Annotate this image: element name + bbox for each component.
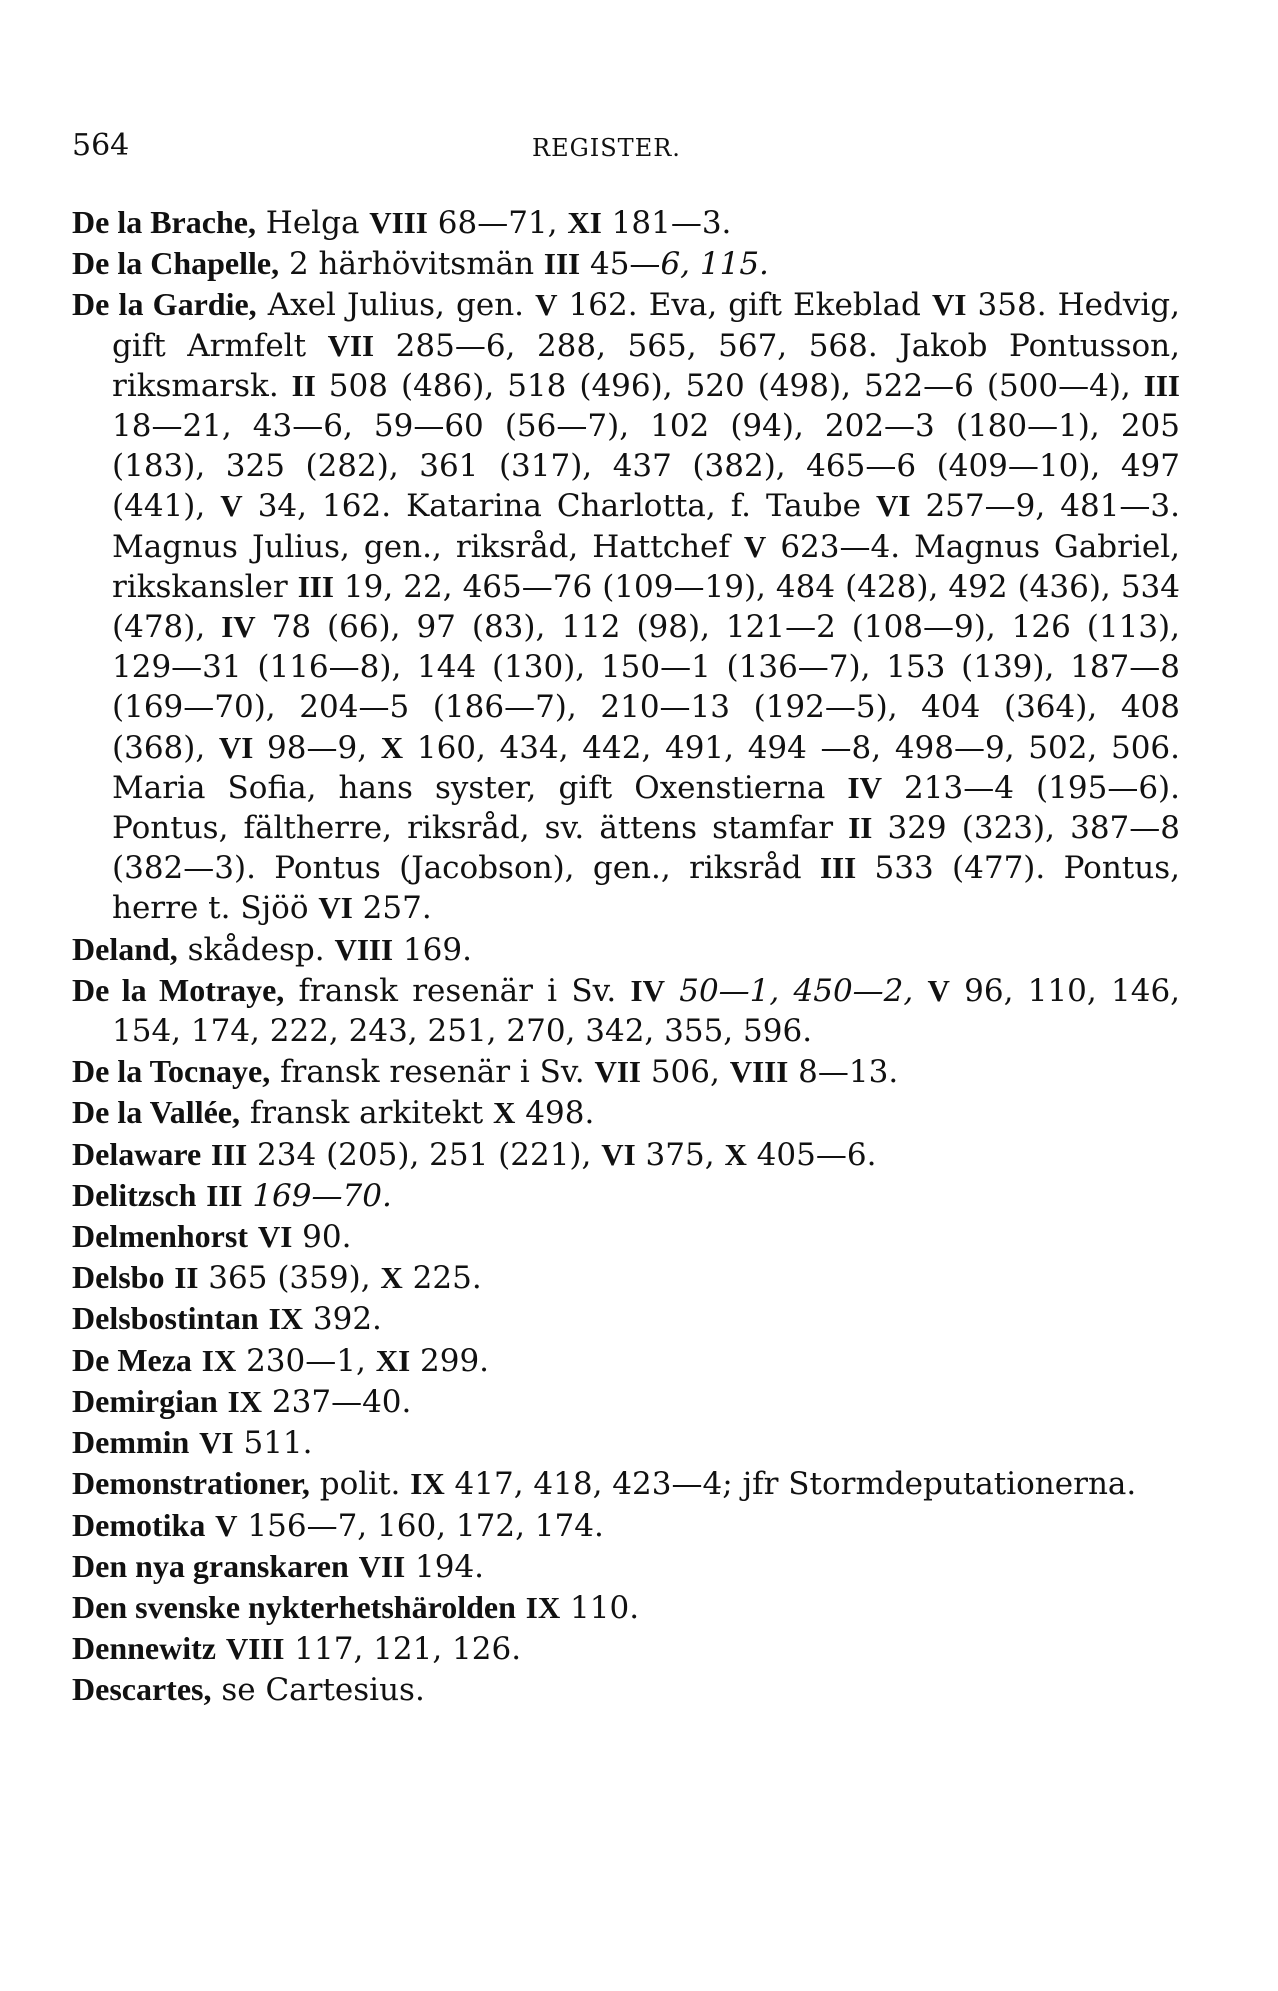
entry-text: [913, 973, 927, 1009]
index-entry: [72, 929, 1180, 970]
entry-text: [248, 1219, 258, 1255]
entry-headword: Den nya granskaren: [72, 1547, 349, 1584]
entry-headword: Demotika: [72, 1506, 206, 1543]
entry-text: 392.: [303, 1301, 382, 1338]
volume-numeral: IV: [847, 769, 882, 805]
index-entry: [72, 1257, 1180, 1298]
index-entries: [72, 202, 1180, 1711]
volume-numeral: VII: [327, 327, 375, 363]
entry-text: 405—6.: [746, 1136, 877, 1173]
entry-text: 508 (486), 518 (496), 520 (498), 522—6 (500—4),: [315, 367, 1144, 404]
index-entry: [72, 243, 1180, 284]
volume-numeral: IV: [630, 972, 665, 1008]
entry-text: 45—: [580, 246, 661, 283]
entry-text: skådesp.: [177, 931, 335, 968]
page-number: 564: [72, 128, 130, 163]
entry-headword: De la Gardie,: [72, 286, 257, 323]
index-entry: [72, 1546, 1180, 1587]
index-entry: [72, 202, 1180, 243]
entry-text: 365 (359),: [198, 1260, 381, 1297]
volume-numeral: VI: [601, 1136, 636, 1172]
volume-numeral: V: [220, 488, 243, 524]
entry-text: 90.: [292, 1219, 352, 1256]
index-entry: [72, 1628, 1180, 1669]
volume-numeral: X: [724, 1136, 747, 1172]
volume-numeral: VI: [257, 1219, 293, 1255]
entry-text: 417, 418, 423—4; jfr Stormdeputationerna.: [444, 1466, 1137, 1503]
volume-numeral: VIII: [369, 205, 428, 240]
entry-text: [189, 1425, 199, 1461]
entry-headword: Delsbostintan: [72, 1300, 259, 1337]
entry-text: [218, 1384, 228, 1420]
entry-headword: De la Chapelle,: [72, 245, 280, 282]
entry-text: 34, 162. Katarina Charlotta, f. Taube: [242, 488, 876, 525]
entry-text: fransk resenär i Sv.: [284, 972, 631, 1009]
entry-text: 117, 121, 126.: [284, 1631, 522, 1668]
italic-reference: 169—70.: [252, 1177, 392, 1214]
index-entry: [72, 1422, 1180, 1463]
volume-numeral: II: [174, 1260, 199, 1296]
running-head: REGISTER.: [532, 134, 681, 162]
entry-headword: Demirgian: [72, 1382, 218, 1419]
volume-numeral: VI: [318, 890, 353, 926]
index-entry: [72, 1587, 1180, 1628]
volume-numeral: V: [215, 1507, 238, 1543]
volume-numeral: II: [848, 810, 873, 846]
entry-headword: Deland,: [72, 930, 178, 967]
entry-text: 506,: [640, 1054, 730, 1091]
entry-text: 194.: [405, 1548, 485, 1585]
index-entry: [72, 284, 1180, 928]
entry-headword: De la Brache,: [72, 204, 256, 240]
entry-text: 234 (205), 251 (221),: [247, 1136, 602, 1173]
volume-numeral: VIII: [225, 1631, 285, 1667]
entry-text: 257—9, 481—3. Magnus Julius, gen., riksråd, Hattchef: [112, 488, 1180, 565]
volume-numeral: VII: [594, 1054, 641, 1090]
entry-headword: Den svenske nykterhetshärolden: [72, 1588, 516, 1625]
volume-numeral: XI: [567, 205, 602, 240]
volume-numeral: IX: [227, 1383, 263, 1419]
entry-text: 533 (477). Pontus, herre t. Sjöö: [112, 850, 1180, 927]
entry-headword: Delitzsch: [72, 1176, 197, 1213]
volume-numeral: II: [291, 367, 316, 403]
entry-text: 19, 22, 465—76 (109—19), 484 (428), 492 (436), 534 (478),: [112, 568, 1180, 646]
volume-numeral: IV: [221, 609, 256, 645]
entry-text: Axel Julius, gen.: [256, 287, 536, 324]
entry-text: 230—1,: [236, 1342, 376, 1379]
entry-text: polit.: [309, 1466, 411, 1503]
entry-text: 375,: [635, 1136, 725, 1173]
entry-headword: De la Motraye,: [72, 971, 285, 1008]
entry-text: 18—21, 43—6, 59—60 (56—7), 102 (94), 202—3 (180—1), 205 (183), 325 (282), 361 (317), 437 (382), 465—6 (409—10), 497 (441),: [112, 408, 1180, 525]
index-entry: [72, 1175, 1180, 1216]
entry-text: [164, 1260, 174, 1296]
volume-numeral: VIII: [729, 1054, 789, 1090]
entry-text: 213—4 (195—6). Pontus, fältherre, riksråd, sv. ättens stamfar: [112, 769, 1180, 847]
entry-text: 623—4. Magnus Gabriel, rikskansler: [112, 528, 1180, 605]
index-entry: [72, 1051, 1180, 1092]
entry-text: 329 (323), 387—8 (382—3). Pontus (Jacobson), gen., riksråd: [112, 810, 1180, 887]
entry-text: [192, 1343, 202, 1379]
index-entry: [72, 1463, 1180, 1504]
volume-numeral: IX: [525, 1589, 561, 1625]
entry-text: [205, 1508, 215, 1544]
entry-text: 110.: [560, 1589, 640, 1626]
entry-text: 162. Eva, gift Ekeblad: [557, 287, 932, 324]
index-entry: [72, 1505, 1180, 1546]
entry-text: 2 härhövitsmän: [279, 246, 544, 283]
volume-numeral: III: [297, 568, 334, 604]
entry-text: 299.: [410, 1342, 490, 1379]
index-entry: [72, 1134, 1180, 1175]
index-entry: [72, 1298, 1180, 1339]
entry-text: Helga: [255, 205, 370, 241]
volume-numeral: III: [543, 246, 581, 282]
entry-headword: De Meza: [72, 1341, 192, 1378]
volume-numeral: III: [819, 850, 857, 886]
volume-numeral: X: [380, 729, 404, 765]
volume-numeral: V: [743, 528, 767, 564]
entry-headword: Demonstrationer,: [72, 1465, 310, 1502]
index-entry: [72, 970, 1180, 1051]
entry-text: 98—9,: [253, 729, 381, 766]
italic-reference: 6, 115.: [660, 246, 769, 283]
entry-headword: De la Vallée,: [72, 1094, 240, 1131]
entry-headword: Delsbo: [72, 1259, 165, 1296]
entry-headword: Dennewitz: [72, 1630, 216, 1667]
volume-numeral: VI: [218, 729, 254, 765]
entry-text: 358. Hedvig, gift Armfelt: [112, 287, 1180, 364]
index-entry: [72, 1381, 1180, 1422]
volume-numeral: X: [493, 1095, 516, 1131]
entry-text: [242, 1178, 252, 1214]
entry-headword: Delmenhorst: [72, 1218, 248, 1255]
entry-text: [196, 1178, 206, 1214]
entry-text: 8—13.: [788, 1054, 899, 1091]
entry-text: fransk resenär i Sv.: [270, 1054, 595, 1091]
entry-headword: Delaware: [72, 1135, 202, 1172]
entry-headword: De la Tocnaye,: [72, 1053, 271, 1090]
entry-text: 285—6, 288, 565, 567, 568. Jakob Pontusson, riksmarsk.: [112, 327, 1180, 404]
volume-numeral: III: [206, 1177, 243, 1213]
volume-numeral: IX: [410, 1466, 445, 1502]
index-entry: [72, 1216, 1180, 1257]
entry-text: 511.: [233, 1425, 313, 1462]
entry-text: 78 (66), 97 (83), 112 (98), 121—2 (108—9), 126 (113), 129—31 (116—8), 144 (130), 150—1 (136—7), 153 (139), 187—8 (169—70), 204—5 (186—7), 210—13 (192—5), 404 (364), 408 (368),: [112, 609, 1180, 766]
entry-text: 160, 434, 442, 491, 494 —8, 498—9, 502, 506. Maria Sofia, hans syster, gift Oxenstierna: [112, 729, 1180, 806]
entry-text: 225.: [402, 1260, 482, 1297]
entry-text: 237—40.: [262, 1383, 412, 1420]
entry-text: [349, 1549, 359, 1585]
entry-text: [259, 1301, 269, 1337]
index-entry: [72, 1092, 1180, 1133]
entry-text: 156—7, 160, 172, 174.: [237, 1507, 604, 1544]
volume-numeral: IX: [201, 1342, 237, 1378]
volume-numeral: V: [535, 287, 558, 323]
entry-text: [516, 1590, 526, 1626]
volume-numeral: III: [211, 1136, 248, 1172]
index-entry: [72, 1669, 1180, 1710]
entry-text: [216, 1631, 226, 1667]
entry-text: 498.: [515, 1095, 595, 1132]
volume-numeral: VI: [199, 1425, 234, 1461]
volume-numeral: III: [1143, 367, 1180, 403]
volume-numeral: VII: [358, 1548, 406, 1584]
volume-numeral: VIII: [334, 931, 394, 967]
entry-headword: Demmin: [72, 1424, 190, 1461]
volume-numeral: VI: [875, 488, 911, 524]
entry-text: [665, 973, 679, 1009]
entry-text: [201, 1137, 211, 1173]
entry-text: fransk arkitekt: [239, 1095, 494, 1132]
volume-numeral: IX: [268, 1301, 304, 1337]
volume-numeral: V: [927, 972, 950, 1008]
entry-text: 68—71,: [427, 205, 568, 241]
entry-headword: Descartes,: [72, 1671, 212, 1708]
entry-text: 257.: [352, 890, 432, 927]
italic-reference: 50—1, 450—2,: [679, 972, 914, 1009]
volume-numeral: VI: [931, 287, 967, 323]
entry-text: 169.: [393, 931, 472, 968]
volume-numeral: X: [380, 1260, 403, 1296]
entry-text: se Cartesius.: [211, 1672, 425, 1709]
index-entry: [72, 1340, 1180, 1381]
volume-numeral: XI: [375, 1342, 411, 1378]
entry-text: 96, 110, 146, 154, 174, 222, 243, 251, 270, 342, 355, 596.: [112, 972, 1181, 1050]
entry-text: 181—3.: [601, 205, 732, 241]
